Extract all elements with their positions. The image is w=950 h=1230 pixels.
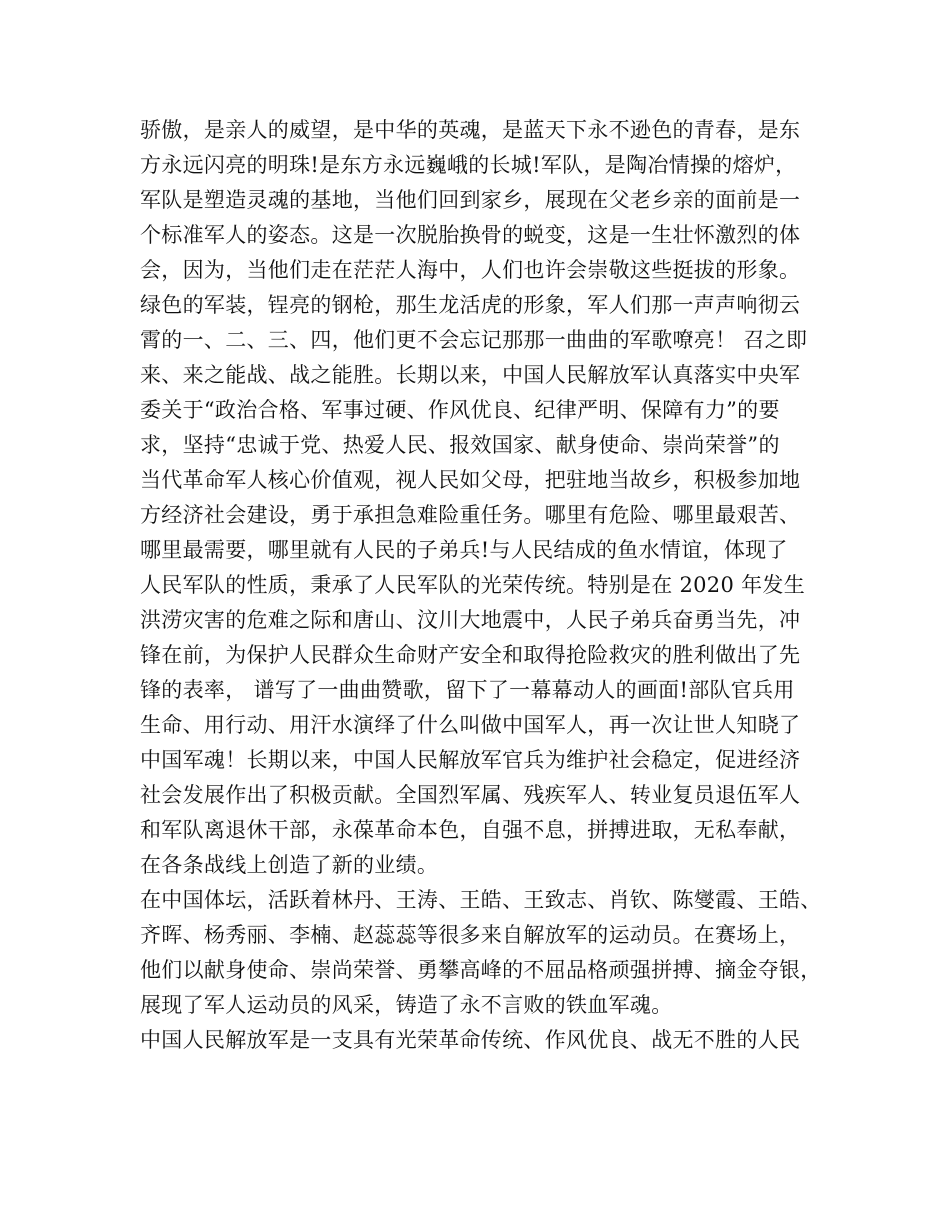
text-line: 社会发展作出了积极贡献。全国烈军属、残疾军人、转业复员退伍军人 bbox=[140, 783, 801, 807]
text-line: 哪里最需要，哪里就有人民的子弟兵!与人民结成的鱼水情谊，体现了 bbox=[140, 538, 788, 562]
text-line: 个标准军人的姿态。这是一次脱胎换骨的蜕变，这是一生壮怀激烈的体 bbox=[140, 223, 801, 247]
text-line: 和军队离退休干部，永葆革命本色，自强不息，拼搏进取，无私奉献， bbox=[140, 818, 801, 842]
text-line: 中国军魂！长期以来，中国人民解放军官兵为维护社会稳定，促进经济 bbox=[140, 748, 801, 772]
text-line: 方永远闪亮的明珠!是东方永远巍峨的长城!军队，是陶冶情操的熔炉， bbox=[140, 153, 797, 177]
text-line: 洪涝灾害的危难之际和唐山、汶川大地震中，人民子弟兵奋勇当先，冲 bbox=[140, 608, 801, 632]
text-line: 中国人民解放军是一支具有光荣革命传统、作风优良、战无不胜的人民 bbox=[140, 1028, 801, 1052]
text-line: 求，坚持“忠诚于党、热爱人民、报效国家、献身使命、崇尚荣誉”的 bbox=[140, 433, 780, 457]
text-line: 齐晖、杨秀丽、李楠、赵蕊蕊等很多来自解放军的运动员。在赛场上， bbox=[140, 923, 801, 947]
text-line: 锋在前，为保护人民群众生命财产安全和取得抢险救灾的胜利做出了先 bbox=[140, 643, 801, 667]
text-line: 人民军队的性质，秉承了人民军队的光荣传统。特别是在 2020 年发生 bbox=[140, 573, 805, 597]
text-line: 当代革命军人核心价值观，视人民如父母，把驻地当故乡，积极参加地 bbox=[140, 468, 801, 492]
text-line: 骄傲，是亲人的威望，是中华的英魂，是蓝天下永不逊色的青春，是东 bbox=[140, 118, 801, 142]
text-line: 生命、用行动、用汗水演绎了什么叫做中国军人，再一次让世人知晓了 bbox=[140, 713, 801, 737]
text-line: 来、来之能战、战之能胜。长期以来，中国人民解放军认真落实中央军 bbox=[140, 363, 801, 387]
text-line: 他们以献身使命、崇尚荣誉、勇攀高峰的不屈品格顽强拼搏、摘金夺银， bbox=[140, 958, 822, 982]
text-line: 军队是塑造灵魂的基地，当他们回到家乡，展现在父老乡亲的面前是一 bbox=[140, 188, 801, 212]
text-line: 会，因为，当他们走在茫茫人海中，人们也许会崇敬这些挺拔的形象。 bbox=[140, 258, 801, 282]
text-line: 在中国体坛，活跃着林丹、王涛、王皓、王致志、肖钦、陈燮霞、王皓、 bbox=[140, 888, 822, 912]
text-line: 展现了军人运动员的风采，铸造了永不言败的铁血军魂。 bbox=[140, 993, 673, 1017]
text-line: 方经济社会建设，勇于承担急难险重任务。哪里有危险、哪里最艰苦、 bbox=[140, 503, 801, 527]
body-text bbox=[140, 113, 950, 1058]
text-line: 绿色的军装，锃亮的钢枪，那生龙活虎的形象，军人们那一声声响彻云 bbox=[140, 293, 801, 317]
text-line: 锋的表率， 谱写了一曲曲赞歌，留下了一幕幕动人的画面!部队官兵用 bbox=[140, 678, 795, 702]
text-line: 霄的一、二、三、四，他们更不会忘记那那一曲曲的军歌嘹亮！ 召之即 bbox=[140, 328, 808, 352]
text-line: 委关于“政治合格、军事过硬、作风优良、纪律严明、保障有力”的要 bbox=[140, 398, 780, 422]
text-line: 在各条战线上创造了新的业绩。 bbox=[140, 853, 439, 877]
